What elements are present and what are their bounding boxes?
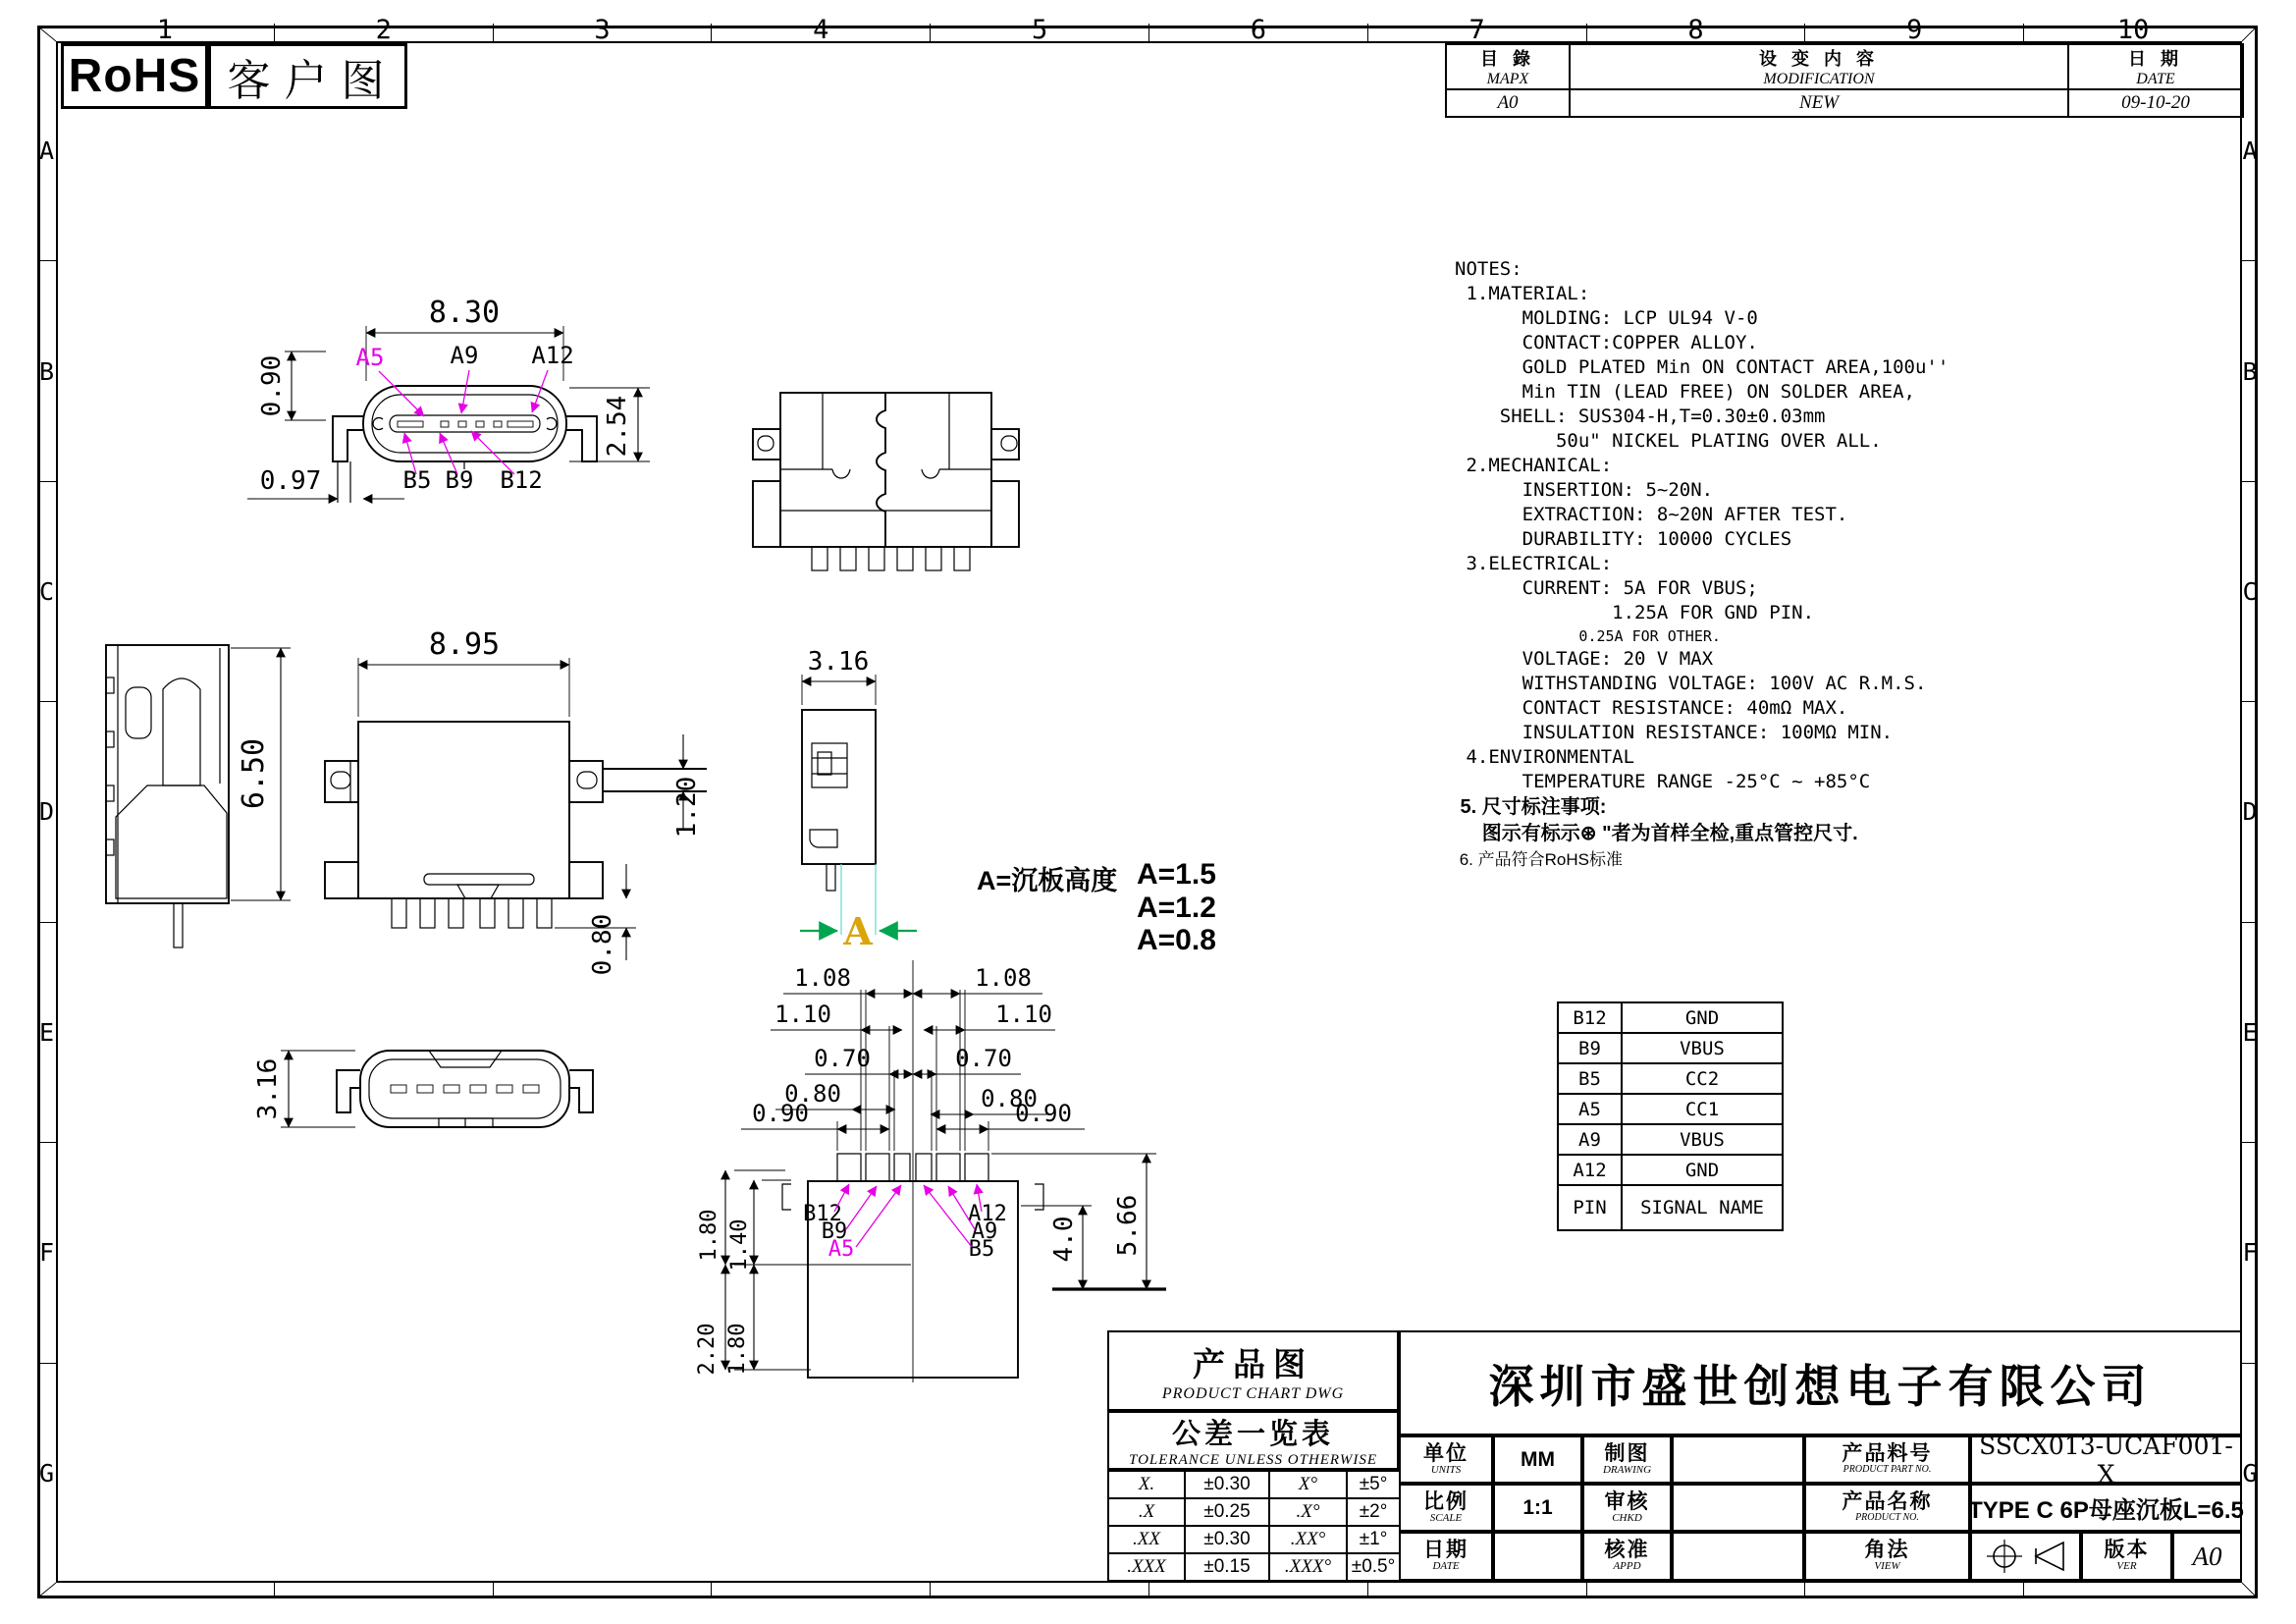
pin-row — [1558, 1033, 1783, 1063]
svg-text:1.20: 1.20 — [672, 776, 702, 839]
pin-row — [1558, 1094, 1783, 1124]
field-product-name-label: 产品名称 PRODUCT NO. — [1804, 1484, 1970, 1532]
svg-text:A12: A12 — [968, 1202, 1007, 1226]
pin-row — [1558, 1185, 1783, 1230]
tolerance-row — [1108, 1553, 1400, 1581]
tolerance-cell: .X — [1108, 1498, 1185, 1526]
sink-height-label: A=沉板高度 — [977, 866, 1118, 895]
revision-mapx: A0 — [1446, 89, 1570, 117]
grid-column-1: 1 — [56, 24, 275, 41]
field-drawing-value — [1672, 1435, 1804, 1484]
svg-text:A9: A9 — [450, 342, 479, 369]
grid-row-E: E — [37, 923, 56, 1143]
field-drawing-label: 制图 DRAWING — [1582, 1435, 1672, 1484]
pin-cell-pin: A9 — [1558, 1124, 1622, 1155]
grid-row-F: F — [37, 1143, 56, 1363]
field-units-label: 单位 UNITS — [1399, 1435, 1493, 1484]
grid-column-8: 8 — [1587, 24, 1806, 41]
svg-text:B5: B5 — [968, 1237, 995, 1262]
grid-bottom-tick — [56, 1583, 275, 1598]
pin-row — [1558, 1124, 1783, 1155]
field-date-value — [1493, 1532, 1582, 1581]
third-angle-projection-icon — [1970, 1532, 2081, 1581]
svg-text:A12: A12 — [531, 342, 574, 369]
pin-row — [1558, 1002, 1783, 1033]
grid-row-G: G — [2242, 1458, 2258, 1488]
svg-text:A5: A5 — [828, 1237, 855, 1262]
svg-text:0.80: 0.80 — [981, 1085, 1038, 1112]
tolerance-cell: ±0.30 — [1185, 1471, 1269, 1498]
svg-text:B12: B12 — [500, 466, 543, 494]
tolerance-cell: ±2° — [1347, 1498, 1400, 1526]
svg-text:3.16: 3.16 — [807, 647, 870, 677]
revision-date: 09-10-20 — [2068, 89, 2243, 117]
rohs-badge: RoHS — [61, 43, 208, 109]
pin-signal-table — [1557, 1001, 1784, 1231]
field-ver-label: 版本 VER — [2081, 1532, 2172, 1581]
note-line: CONTACT RESISTANCE: 40mΩ MAX. — [1455, 697, 1848, 719]
tolerance-cell: ±0.15 — [1185, 1553, 1269, 1581]
note-line: 1.MATERIAL: — [1455, 283, 1590, 304]
tolerance-cell: ±0.5° — [1347, 1553, 1400, 1581]
pin-row — [1558, 1155, 1783, 1185]
note-line: 2.MECHANICAL: — [1455, 455, 1613, 476]
svg-text:8.30: 8.30 — [428, 296, 501, 330]
grid-column-4: 4 — [712, 24, 931, 41]
field-view-label: 角法 VIEW — [1804, 1532, 1970, 1581]
note-line: 50u" NICKEL PLATING OVER ALL. — [1455, 430, 1882, 452]
grid-row-C: C — [37, 482, 56, 702]
grid-column-9: 9 — [1805, 24, 2024, 41]
field-appd-value — [1672, 1532, 1804, 1581]
field-part-no-value: SSCX013-UCAF001-X — [1970, 1435, 2242, 1484]
company-name: 深圳市盛世创想电子有限公司 — [1399, 1330, 2242, 1435]
note-line: CONTACT:COPPER ALLOY. — [1455, 332, 1758, 353]
grid-row-F: F — [2242, 1143, 2258, 1363]
revision-header-mapx: 目 錄 MAPX — [1446, 44, 1570, 89]
svg-text:1.10: 1.10 — [995, 1001, 1052, 1028]
note-line: MOLDING: LCP UL94 V-0 — [1455, 307, 1758, 329]
note-line: 4.ENVIRONMENTAL — [1455, 746, 1635, 768]
sink-height-option: A=1.2 — [1137, 892, 1216, 924]
field-appd-label: 核准 APPD — [1582, 1532, 1672, 1581]
tolerance-cell: .XX — [1108, 1526, 1185, 1553]
pin-cell-pin: B5 — [1558, 1063, 1622, 1094]
pin-cell-pin: B12 — [1558, 1002, 1622, 1033]
svg-text:1.40: 1.40 — [727, 1218, 752, 1272]
note-line: 0.25A FOR OTHER. — [1455, 627, 1721, 645]
grid-bottom-tick — [1587, 1583, 1806, 1598]
grid-row-C: C — [2242, 482, 2258, 702]
note-line: SHELL: SUS304-H,T=0.30±0.03mm — [1455, 406, 1826, 427]
pin-cell-pin: PIN — [1558, 1185, 1622, 1230]
svg-text:0.70: 0.70 — [814, 1045, 871, 1072]
tolerance-table — [1107, 1470, 1401, 1582]
grid-row-D: D — [2242, 702, 2258, 922]
grid-row-letters-right — [2242, 41, 2258, 1583]
grid-bottom-tick — [1149, 1583, 1368, 1598]
revision-header-modification: 设 变 内 容 MODIFICATION — [1570, 44, 2068, 89]
svg-text:1.08: 1.08 — [975, 964, 1032, 992]
grid-column-6: 6 — [1149, 24, 1368, 41]
svg-text:6.50: 6.50 — [237, 737, 271, 810]
tolerance-cell: .X° — [1269, 1498, 1347, 1526]
pin-cell-pin: A5 — [1558, 1094, 1622, 1124]
svg-text:0.90: 0.90 — [752, 1100, 809, 1127]
note-line: Min TIN (LEAD FREE) ON SOLDER AREA, — [1455, 381, 1915, 403]
svg-text:B5: B5 — [402, 466, 432, 494]
svg-text:0.70: 0.70 — [955, 1045, 1012, 1072]
grid-column-7: 7 — [1368, 24, 1587, 41]
notes-block — [1455, 257, 2063, 873]
field-chkd-value — [1672, 1484, 1804, 1532]
pin-cell-signal: VBUS — [1622, 1033, 1783, 1063]
grid-column-5: 5 — [931, 24, 1149, 41]
svg-text:5.66: 5.66 — [1113, 1194, 1143, 1257]
product-chart-header: 产品图 PRODUCT CHART DWG — [1107, 1330, 1399, 1411]
sink-height-option: A=1.5 — [1137, 858, 1216, 891]
note-line: CURRENT: 5A FOR VBUS; — [1455, 577, 1758, 599]
tolerance-cell: ±0.25 — [1185, 1498, 1269, 1526]
svg-text:B12: B12 — [803, 1202, 842, 1226]
note-line: EXTRACTION: 8~20N AFTER TEST. — [1455, 504, 1848, 525]
grid-row-B: B — [37, 261, 56, 481]
note-line: WITHSTANDING VOLTAGE: 100V AC R.M.S. — [1455, 673, 1927, 694]
svg-text:0.90: 0.90 — [257, 354, 287, 417]
note-line: 5. 尺寸标注事项: — [1455, 796, 1607, 818]
svg-text:8.95: 8.95 — [428, 627, 501, 662]
tolerance-row — [1108, 1498, 1400, 1526]
revision-header-date: 日 期 DATE — [2068, 44, 2243, 89]
svg-text:A5: A5 — [355, 344, 385, 371]
grid-row-letters-left — [37, 41, 56, 1583]
svg-text:3.16: 3.16 — [253, 1057, 283, 1120]
grid-row-A: A — [37, 41, 56, 261]
note-line: TEMPERATURE RANGE -25°C ~ +85°C — [1455, 771, 1871, 792]
grid-column-2: 2 — [275, 24, 494, 41]
pin-cell-pin: A12 — [1558, 1155, 1622, 1185]
drawing-title: 客户图 — [208, 43, 407, 109]
sink-height-option: A=0.8 — [1137, 924, 1216, 956]
tolerance-cell: ±5° — [1347, 1471, 1400, 1498]
grid-row-A: A — [2242, 41, 2258, 261]
note-line: DURABILITY: 10000 CYCLES — [1455, 528, 1792, 550]
tolerance-header: 公差一览表 TOLERANCE UNLESS OTHERWISE — [1107, 1411, 1399, 1470]
tolerance-cell: X° — [1269, 1471, 1347, 1498]
tolerance-cell: ±1° — [1347, 1526, 1400, 1553]
field-ver-value: A0 — [2172, 1532, 2242, 1581]
grid-bottom-tick — [931, 1583, 1149, 1598]
sink-height-letter: A — [843, 909, 873, 953]
revision-modification: NEW — [1570, 89, 2068, 117]
svg-text:B9: B9 — [445, 466, 474, 494]
svg-text:4.0: 4.0 — [1049, 1216, 1079, 1263]
grid-row-D: D — [37, 702, 56, 922]
pin-cell-signal: GND — [1622, 1002, 1783, 1033]
svg-text:0.97: 0.97 — [259, 466, 322, 496]
grid-bottom-tick — [275, 1583, 494, 1598]
tolerance-row — [1108, 1526, 1400, 1553]
pin-cell-signal: CC1 — [1622, 1094, 1783, 1124]
grid-bottom-tick — [1368, 1583, 1587, 1598]
pin-cell-signal: GND — [1622, 1155, 1783, 1185]
svg-text:1.10: 1.10 — [774, 1001, 831, 1028]
field-chkd-label: 审核 CHKD — [1582, 1484, 1672, 1532]
svg-text:1.80: 1.80 — [697, 1209, 721, 1262]
grid-bottom-tick — [494, 1583, 713, 1598]
revision-table — [1445, 43, 2244, 118]
grid-column-10: 10 — [2116, 15, 2150, 45]
note-line: 图示有标示⊛ "者为首样全检,重点管控尺寸. — [1455, 823, 1858, 844]
svg-text:1.08: 1.08 — [794, 964, 851, 992]
tolerance-row — [1108, 1471, 1400, 1498]
note-line: INSULATION RESISTANCE: 100MΩ MIN. — [1455, 722, 1894, 743]
grid-row-B: B — [2242, 261, 2258, 481]
grid-bottom-tick — [1805, 1583, 2024, 1598]
note-line: 6. 产品符合RoHS标准 — [1455, 850, 1623, 869]
grid-column-3: 3 — [494, 24, 713, 41]
field-units-value: MM — [1493, 1435, 1582, 1484]
svg-text:A9: A9 — [971, 1219, 998, 1244]
field-product-name-value: TYPE C 6P母座沉板L=6.5 — [1970, 1484, 2242, 1532]
field-scale-label: 比例 SCALE — [1399, 1484, 1493, 1532]
grid-bottom-tick — [2024, 1583, 2242, 1598]
pin-cell-signal: VBUS — [1622, 1124, 1783, 1155]
svg-text:2.54: 2.54 — [603, 395, 632, 458]
note-line: 1.25A FOR GND PIN. — [1455, 602, 1815, 623]
pin-row — [1558, 1063, 1783, 1094]
note-line: NOTES: — [1455, 258, 1522, 280]
svg-text:0.80: 0.80 — [784, 1080, 841, 1108]
svg-text:2.20: 2.20 — [695, 1323, 720, 1376]
svg-text:B9: B9 — [821, 1219, 848, 1244]
field-part-no-label: 产品料号 PRODUCT PART NO. — [1804, 1435, 1970, 1484]
tolerance-cell: .XX° — [1269, 1526, 1347, 1553]
grid-row-G: G — [38, 1458, 55, 1488]
grid-row-E: E — [2242, 923, 2258, 1143]
tolerance-cell: X. — [1108, 1471, 1185, 1498]
svg-text:0.80: 0.80 — [588, 913, 617, 976]
grid-bottom-tick — [712, 1583, 931, 1598]
grid-column-numbers — [56, 15, 2242, 45]
tolerance-cell: ±0.30 — [1185, 1526, 1269, 1553]
field-scale-value: 1:1 — [1493, 1484, 1582, 1532]
pin-cell-signal: CC2 — [1622, 1063, 1783, 1094]
svg-text:0.90: 0.90 — [1015, 1100, 1072, 1127]
field-date-label: 日期 DATE — [1399, 1532, 1493, 1581]
note-line: VOLTAGE: 20 V MAX — [1455, 648, 1714, 670]
pin-cell-pin: B9 — [1558, 1033, 1622, 1063]
svg-text:1.80: 1.80 — [725, 1323, 750, 1376]
tolerance-cell: .XXX — [1108, 1553, 1185, 1581]
note-line: INSERTION: 5~20N. — [1455, 479, 1714, 501]
tolerance-cell: .XXX° — [1269, 1553, 1347, 1581]
note-line: GOLD PLATED Min ON CONTACT AREA,100u'' — [1455, 356, 1949, 378]
note-line: 3.ELECTRICAL: — [1455, 553, 1613, 574]
pin-cell-signal: SIGNAL NAME — [1622, 1185, 1783, 1230]
grid-bottom-ticks — [56, 1583, 2242, 1598]
